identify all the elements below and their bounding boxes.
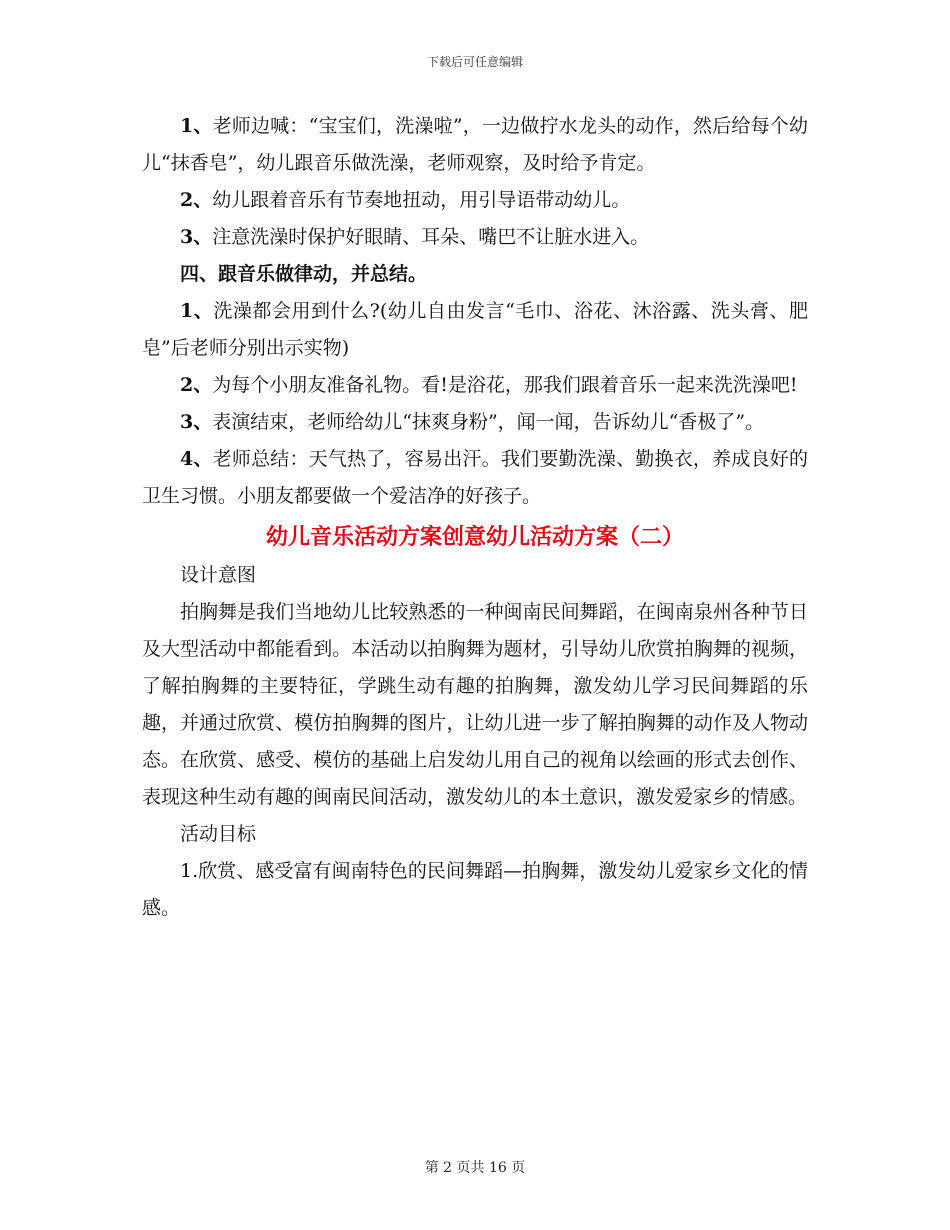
paragraph-text: 表演结束，老师给幼儿“抹爽身粉”，闻一闻，告诉幼儿“香极了”。: [212, 411, 765, 433]
paragraph-number: 4、: [180, 448, 213, 470]
paragraph-number: 3、: [180, 226, 213, 248]
subheading-activity-goals: 活动目标: [180, 823, 257, 845]
paragraph-number: 2、: [180, 189, 213, 211]
paragraph: [142, 108, 808, 182]
document-section-title: 幼儿音乐活动方案创意幼儿活动方案（二）: [265, 524, 684, 550]
paragraph: [142, 367, 808, 404]
design-intent-paragraph: 拍胸舞是我们当地幼儿比较熟悉的一种闽南民间舞蹈，在闽南泉州各种节日及大型活动中都能看到。本活动以拍胸舞为题材，引导幼儿欣赏拍胸舞的视频，了解拍胸舞的主要特征，学跳生动有趣的拍胸舞，激发幼儿学习民间舞蹈的乐趣，并通过欣赏、模仿拍胸舞的图片，让幼儿进一步了解拍胸舞的动作及人物动态。在欣赏、感受、模仿的基础上启发幼儿用自己的视角以绘画的形式去创作、表现这种生动有趣的闽南民间活动，激发幼儿的本土意识，激发爱家乡的情感。: [142, 601, 808, 808]
page-footer: 第 2 页共 16 页: [424, 1160, 526, 1176]
subheading-design-intent: 设计意图: [180, 564, 257, 586]
paragraph: [142, 441, 808, 515]
document-body: [142, 108, 808, 927]
section-heading-text: 四、跟音乐做律动，并总结。: [180, 263, 428, 285]
paragraph-text: 老师边喊：“宝宝们，洗澡啦”，一边做拧水龙头的动作，然后给每个幼儿“抹香皂”，幼儿跟音乐做洗澡，老师观察，及时给予肯定。: [142, 115, 808, 174]
paragraph-text: 注意洗澡时保护好眼睛、耳朵、嘴巴不让脏水进入。: [212, 226, 650, 248]
goal-text: 欣赏、感受富有闽南特色的民间舞蹈—拍胸舞，激发幼儿爱家乡文化的情感。: [142, 860, 808, 919]
paragraph-text: 幼儿跟着音乐有节奏地扭动，用引导语带动幼儿。: [212, 189, 631, 211]
paragraph: [142, 293, 808, 367]
paragraph-text: 老师总结：天气热了，容易出汗。我们要勤洗澡、勤换衣，养成良好的卫生习惯。小朋友都要做一个爱洁净的好孩子。: [142, 448, 808, 507]
paragraph: [142, 219, 808, 256]
paragraph: [142, 404, 808, 441]
paragraph-number: 1、: [180, 115, 213, 137]
goal-item: [142, 853, 808, 927]
paragraph-text: 洗澡都会用到什么?(幼儿自由发言“毛巾、浴花、沐浴露、洗头膏、肥皂”后老师分别出示实物): [142, 300, 808, 359]
paragraph-number: 1、: [180, 300, 214, 322]
paragraph-number: 3、: [180, 411, 213, 433]
section-heading: [142, 256, 808, 293]
page-header: 下载后可任意编辑: [426, 55, 523, 69]
paragraph: [142, 182, 808, 219]
goal-number: 1.: [180, 860, 199, 882]
paragraph-number: 2、: [180, 374, 213, 396]
paragraph-text: 为每个小朋友准备礼物。看!是浴花，那我们跟着音乐一起来洗洗澡吧!: [212, 374, 798, 396]
